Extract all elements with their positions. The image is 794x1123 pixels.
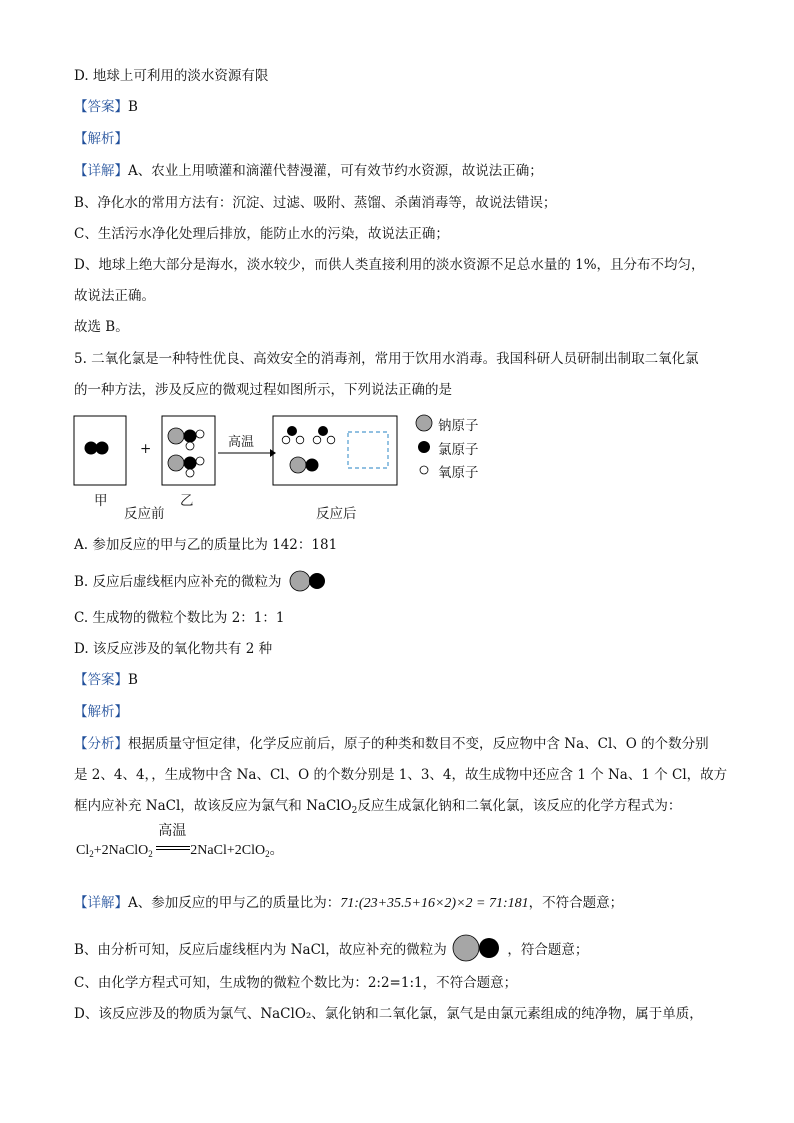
analysis-mark-2: 【解析】: [74, 704, 128, 720]
analysis-heading: [74, 130, 128, 148]
option-d: D. 该反应涉及的氧化物共有 2 种: [74, 641, 273, 657]
xiangjie-b-tail: ，符合题意；: [507, 942, 589, 958]
fenxi-text3b: 反应生成氯化钠和二氧化氯，该反应的化学方程式为：: [357, 798, 682, 814]
fenxi-text3a: 框内应补充 NaCl，故该反应为氯气和 NaClO: [74, 798, 352, 814]
label-before: 反应前: [124, 506, 165, 522]
answer-mark-2: 【答案】: [74, 672, 128, 688]
option-b: [74, 570, 328, 592]
answer-line: [74, 98, 138, 116]
mass-ratio-formula: 71:(23+35.5+16×2)×2 = 71:181: [340, 896, 529, 911]
eq-condition: 高温: [158, 822, 187, 839]
label-yi: 乙: [180, 493, 194, 509]
oxygen-atom: [196, 430, 204, 438]
xiangjie-b-line: [74, 934, 588, 962]
answer-text: B: [128, 99, 138, 115]
question5-line1: 5. 二氧化氯是一种特性优良、高效安全的消毒剂，常用于饮用水消毒。我国科研人员研制出制取二氧化氯: [74, 351, 699, 367]
sodium-atom: [168, 428, 184, 444]
answer-mark: 【答案】: [74, 99, 128, 115]
fenxi-line1: [74, 735, 709, 753]
xiangjie-c-line: C、由化学方程式可知，生成物的微粒个数比为：2:2=1:1，不符合题意；: [74, 975, 518, 991]
fenxi-line2: 是 2、4、4，，生成物中含 Na、Cl、O 的个数分别是 1、3、4，故生成物中还应含 1 个 Na、1 个 Cl，故方: [74, 767, 728, 783]
xiangjie-d-line: D、该反应涉及的物质为氯气、NaClO₂、氯化钠和二氧化氯，氯气是由氯元素组成的纯净物，属于单质，: [74, 1006, 703, 1022]
analysis-mark: 【解析】: [74, 131, 128, 147]
oxygen-atom: [196, 457, 204, 465]
oxygen-atom: [282, 436, 290, 444]
sodium-atom: [168, 455, 184, 471]
detail-d-line: D、地球上绝大部分是海水，淡水较少，而供人类直接利用的淡水资源不足总水量的 1%，且分布不均匀，: [74, 257, 705, 273]
oxygen-atom: [186, 469, 194, 477]
option-b-text: B. 反应后虚线框内应补充的微粒为: [74, 574, 282, 590]
legend-sodium-label: 钠原子: [438, 418, 479, 434]
legend-sodium-icon: [416, 415, 432, 431]
eq-end: 。: [269, 843, 284, 858]
fenxi-line3: [74, 797, 681, 820]
option-a: A. 参加反应的甲与乙的质量比为 142：181: [74, 537, 338, 553]
detail-mark: 【详解】: [74, 163, 128, 179]
oxygen-atom: [296, 436, 304, 444]
fenxi-mark: 【分析】: [74, 736, 128, 752]
legend-oxygen-label: 氧原子: [438, 465, 479, 481]
answer-line-2: [74, 671, 138, 689]
detail-b-line: B、净化水的常用方法有：沉淀、过滤、吸附、蒸馏、杀菌消毒等，故说法错误；: [74, 195, 557, 211]
detail-a-text: A、农业上用喷灌和滴灌代替漫灌，可有效节约水资源，故说法正确；: [128, 163, 543, 179]
chlorine-atom: [306, 459, 319, 472]
chlorine-atom: [184, 457, 197, 470]
nacl-particle-icon: [451, 934, 503, 962]
xiangjie-b-text: B、由分析可知，反应后虚线框内为 NaCl，故应补充的微粒为: [74, 942, 447, 958]
chemical-equation: [76, 822, 284, 863]
chlorine-atom: [287, 426, 297, 436]
chlorine-atom: [318, 426, 328, 436]
xiangjie-a-text: A、参加反应的甲与乙的质量比为：: [128, 895, 341, 911]
eq-naclo2-sub: 2: [148, 849, 153, 859]
option-c: C. 生成物的微粒个数比为 2：1：1: [74, 610, 285, 626]
oxygen-atom: [313, 436, 321, 444]
plus-sign: +: [140, 441, 152, 457]
legend-chlorine-label: 氯原子: [438, 442, 479, 458]
label-jia: 甲: [94, 493, 108, 509]
detail-c-line: C、生活污水净化处理后排放，能防止水的污染，故说法正确；: [74, 226, 449, 242]
choose-line: 故选 B。: [74, 319, 129, 335]
analysis-heading-2: [74, 703, 128, 721]
eq-products: 2NaCl+2ClO: [190, 843, 266, 858]
xiangjie-mark: 【详解】: [74, 895, 128, 911]
eq-arrow: [156, 822, 190, 858]
question5-line2: 的一种方法，涉及反应的微观过程如图所示，下列说法正确的是: [74, 382, 452, 398]
detail-d-cont-line: 故说法正确。: [74, 288, 155, 304]
fenxi-sub: 2: [351, 806, 358, 816]
eq-cl-sub: 2: [89, 849, 94, 859]
chlorine-atom: [184, 430, 197, 443]
detail-a-line: [74, 162, 543, 180]
eq-cl: Cl: [76, 843, 90, 858]
legend-oxygen-icon: [420, 466, 428, 474]
xiangjie-a-tail: ，不符合题意；: [528, 895, 624, 911]
chlorine-atom: [96, 442, 109, 455]
nacl-particle-icon: [288, 570, 328, 592]
answer-text-2: B: [128, 672, 138, 688]
fenxi-text1: 根据质量守恒定律，化学反应前后，原子的种类和数目不变，反应物中含 Na、Cl、O 的个数分别: [128, 736, 709, 752]
option-d-line: D. 地球上可利用的淡水资源有限: [74, 68, 269, 84]
legend-chlorine-icon: [418, 441, 430, 453]
sodium-atom: [290, 457, 306, 473]
eq-naclo2: +2NaClO: [93, 843, 149, 858]
dashed-answer-box: [348, 432, 388, 468]
arrow-condition: 高温: [228, 435, 255, 450]
label-after: 反应后: [316, 506, 357, 522]
oxygen-atom: [327, 436, 335, 444]
xiangjie-a-line: [74, 894, 623, 913]
eq-products-sub: 2: [265, 849, 270, 859]
oxygen-atom: [186, 442, 194, 450]
